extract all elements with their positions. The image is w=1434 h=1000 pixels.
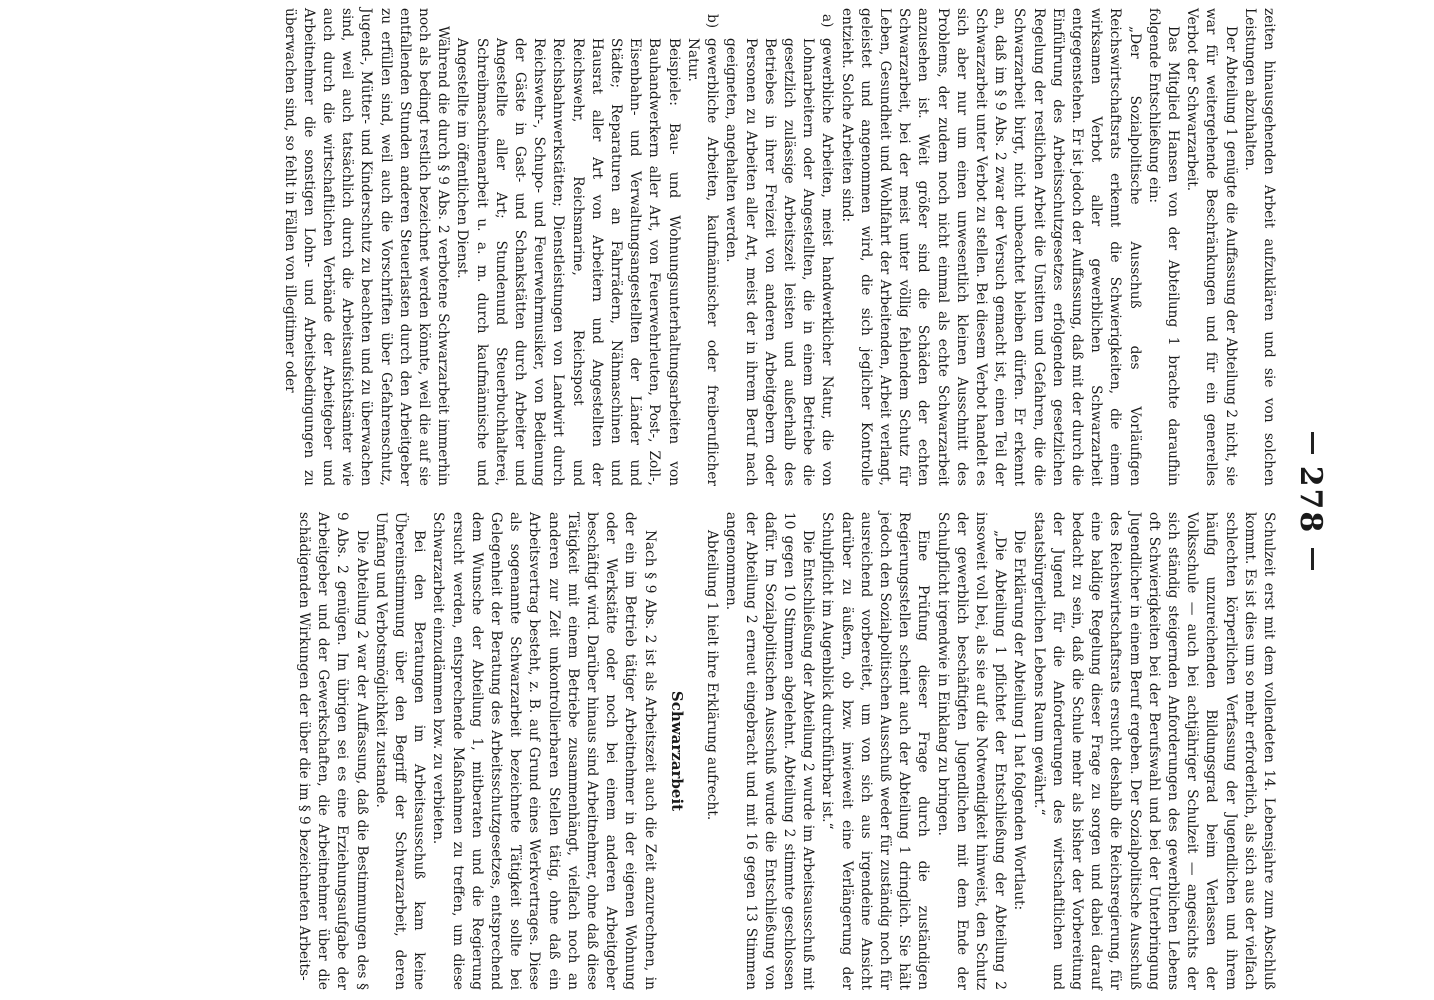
paragraph: zeiten hinausgehenden Arbeit aufzuklären und sie von solchen Leistungen abzuhalten. [1241, 8, 1277, 486]
examples-paragraph [452, 8, 682, 486]
paragraph: Die Abteilung 2 war der Auffassung, daß die Bestimmungen des § 9 Abs. 2 genügen. Im übrigen sei es eine Erziehungsaufgabe der Arbeitgeber und der Gewerkschaften, die Arbeitnehmer über die schädigenden Wirkungen der über die im § 9 bezeichneten Arbeits- [296, 512, 370, 990]
paragraph: Während die durch § 9 Abs. 2 verbotene Schwarzarbeit immerhin noch als bedingt restlich bezeichnet werden könnte, weil die auf sie entfallenden Stunden anderen Steuerlasten durch den Arbeitgeber zu erfüllen sind, weil auch die Vorschriften über Gefahrenschutz, Jugend-, Mütter- und Kinderschutz zu beachten und zu überwachen sind, weil auch tatsächlich durch die Arbeitsaufsichtsämter wie auch durch die wirtschaftlichen Verbände der Arbeitgeber und Arbeitnehmer die sonstigen Lohn- und Arbeitsbedingungen zu überwachen sind, so fehlt in Fällen von illegitimer oder [281, 8, 452, 486]
list-marker: a) [819, 14, 836, 28]
paragraph: Nach § 9 Abs. 2 ist als Arbeitszeit auch die Zeit anzurechnen, in der ein im Betrieb tätiger Arbeitnehmer in der eigenen Wohnung oder Werkstätte oder noch bei einem anderen Arbeitgeber beschäftigt wird. Darüber hinaus sind Arbeitnehmer, ohne daß diese Tätigkeit mit einem Betriebe zusammenhängt, vielfach noch an anderen zur Zeit unkontrollierbaren Stellen tätig, ohne daß ein Arbeitsvertrag besteht, z. B. auf Grund eines Werkvertrages. Diese als sogenannte Schwarzarbeit bezeichnete Tätigkeit sollte bei Gelegenheit der Beratung des Arbeitsschutzgesetzes, entsprechend dem Wunsche der Abteilung 1, mitberaten und die Regierung ersucht werden, entsprechende Maßnahmen zu treffen, um diese Schwarzarbeit einzudämmen bzw. zu verbieten. [430, 512, 658, 990]
paragraph: Die Entschließung der Abteilung 2 wurde im Arbeitsausschuß mit 10 gegen 10 Stimmen abgelehnt. Abteilung 2 stimmte geschlossen dafür. Im Sozialpolitischen Ausschuß wurde die Entschließung von der Abteilung 2 erneut eingebracht und mit 16 gegen 13 Stimmen angenommen. [723, 512, 817, 990]
examples-text: Beispiele: Bau- und Wohnungsunterhaltungsarbeiten von Bauhandwerkern aller Art, von Feuerwehrleuten, Post-, Zoll-, Eisenbahn- und Verwaltungsangestellten der Länder und Städte; Reparaturen an Fahrrädern, Nähmaschinen und Hausrat aller Art von Arbeitern und Angestellten der Reichswehr, Reichsmarine, Reichspost und Reichsbahnwerkstätten; Dienstleistungen von Landwirt durch Reichswehr-, Schupo- und Feuerwehrmusiker, von Bedienung der Gäste in Gast- und Schankstätten durch Arbeiter und Angestellte aller Art; Stundenund Steuerbuchhalterei, Schreibmaschinenarbeit u. a. m. durch kaufmännische und Angestellte im öffentlichen Dienst. [454, 38, 682, 486]
paragraph: Abteilung 1 hielt ihre Erklärung aufrecht. [704, 530, 721, 821]
list-item-text: gewerbliche Arbeiten, kaufmännischer oder freiberuflicher Natur. [684, 38, 721, 486]
page-number-dash-right [1311, 548, 1314, 570]
left-column [279, 8, 1278, 486]
paragraph: Das Mitglied Hansen von der Abteilung 1 brachte daraufhin folgende Entschließung ein: [1145, 8, 1181, 486]
section-title: Schwarzarbeit [667, 690, 686, 812]
list-item [683, 8, 721, 486]
page-number: 278 [1293, 465, 1328, 535]
quoted-declaration: „Die Abteilung 1 pflichtet der Entschließung der Abteilung 2 insoweit voll bei, als sie auf die Notwendigkeit hinweist, den Schutz der gewerblich beschäftigten Jugendlichen mit dem Ende der Schulpflicht irgendwie in Einklang zu bringen. [934, 512, 1009, 990]
paragraph: Die Erklärung der Abteilung 1 hat folgenden Wortlaut: [1011, 530, 1028, 911]
right-column [294, 512, 1278, 990]
paragraph: Der Abteilung 1 genügte die Auffassung der Abteilung 2 nicht, sie war für weitergehende Beschränkungen und für ein generelles Verbot der Schwarzarbeit. [1184, 8, 1239, 486]
page-number-dash-left [1311, 432, 1314, 454]
quoted-resolution: „Der Sozialpolitische Ausschuß des Vorläufigen Reichswirtschaftsrats erkennt die Schwierigkeiten, die einem wirksamen Verbot aller gewerblichen Schwarzarbeit entgegenstehen. Er ist jedoch der Auffassung, daß mit der durch die Einführung des Arbeitsschutzgesetzes erfolgenden gesetzlichen Regelung der restlichen Arbeit die Unsitten und Gefahren, die die Schwarzarbeit birgt, nicht unbeachtet bleiben dürfen. Er erkennt an, daß im § 9 Abs. 2 zwar der Versuch gemacht ist, einen Teil der Schwarzarbeit unter Verbot zu stellen. Bei diesem Verbot handelt es sich aber nur um einen unwesentlich kleinen Ausschnitt des Problems, der zudem noch nicht einmal als echte Schwarzarbeit anzusehen ist. Weit größer sind die Schäden der echten Schwarzarbeit, bei der meist unter völlig fehlendem Schutz für Leben, Gesundheit und Wohlfahrt der Arbeitenden, Arbeit verlangt, geleistet und angenommen wird, die sich jeglicher Kontrolle entzieht. Solche Arbeiten sind: [838, 8, 1143, 486]
page-header [1288, 0, 1328, 1000]
paragraph: Bei den Beratungen im Arbeitsausschuß kam keine Übereinstimmung über den Begriff der Schwarzarbeit, deren Umfang und Verbotsmöglichkeit zustande. [372, 512, 428, 990]
paragraph: Eine Prüfung dieser Frage durch die zuständigen Regierungsstellen scheint auch der Abteilung 1 dringlich. Sie hält jedoch den Sozialpolitischen Ausschuß weder für zuständig noch für ausreichend vorbereitet, um von sich aus irgendeine Ansicht darüber zu äußern, ob bzw. inwieweit eine Verlängerung der Schulpflicht im Augenblick durchführbar ist.“ [819, 512, 932, 990]
paragraph: Schulzeit erst mit dem vollendeten 14. Lebensjahre zum Abschluß kommt. Es ist dies um so mehr erforderlich, als sich aus der vielfach schlechten körperlichen Verfassung der Jugendlichen und ihrem häufig unzureichenden Bildungsgrad beim Verlassen der Volksschule — auch bei achtjähriger Schulzeit — angesichts der sich ständig steigernden Anforderungen des gewerblichen Lebens oft Schwierigkeiten bei der Berufswahl und bei der Unterbringung Jugendlicher in einem Beruf ergeben. Der Sozialpolitische Ausschuß des Reichswirtschaftsrats ersucht deshalb die Reichsregierung, für eine baldige Regelung dieser Frage zu sorgen und dabei darauf bedacht zu sein, daß die Schule mehr als bisher der Vorbereitung der Jugend für die Anforderungen des wirtschaftlichen und staatsbürgerlichen Lebens Raum gewährt.“ [1030, 512, 1277, 990]
list-item-text: gewerbliche Arbeiten, meist handwerklicher Natur, die von Lohnarbeitern oder Angestellten, die in einem Betriebe die gesetzlich zulässige Arbeitszeit leisten und außerhalb des Betriebes in ihrer Freizeit von anderen Arbeitgebern oder Personen zu Arbeiten aller Art, meist der in ihrem Beruf nach geeigneten, angehalten werden. [723, 38, 836, 486]
list-marker: b) [704, 14, 721, 29]
list-item [721, 8, 836, 486]
